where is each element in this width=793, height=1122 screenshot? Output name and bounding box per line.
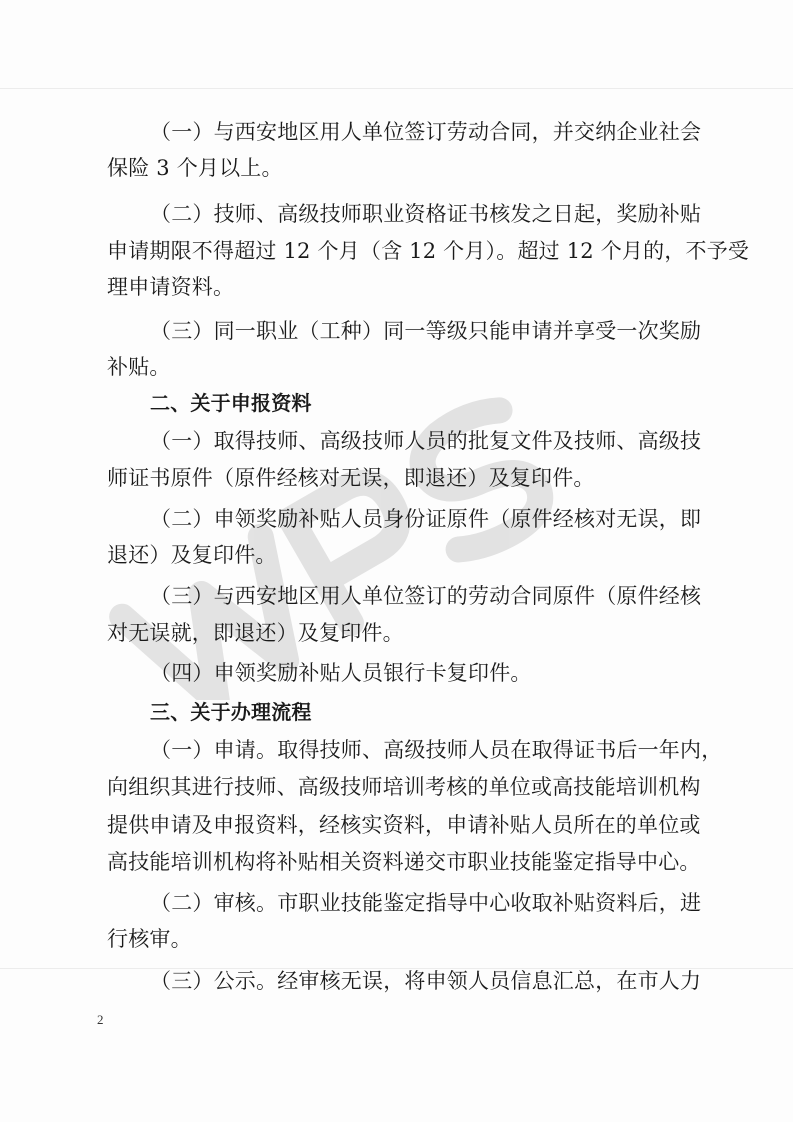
paragraph-line: （二）申领奖励补贴人员身份证原件（原件经核对无误，即: [150, 507, 702, 531]
paragraph-line: 师证书原件（原件经核对无误，即退还）及复印件。: [107, 466, 595, 490]
section-heading: 二、关于申报资料: [150, 391, 312, 415]
paragraph-line: （二）技师、高级技师职业资格证书核发之日起，奖励补贴: [150, 202, 702, 226]
paragraph-line: （三）公示。经审核无误，将申领人员信息汇总，在市人力: [150, 969, 702, 993]
paragraph-line: （三）同一职业（工种）同一等级只能申请并享受一次奖励: [150, 319, 702, 343]
paragraph-line: （一）取得技师、高级技师人员的批复文件及技师、高级技: [150, 429, 702, 453]
paragraph-line: （一）与西安地区用人单位签订劳动合同，并交纳企业社会: [150, 120, 702, 144]
paragraph-line: （二）审核。市职业技能鉴定指导中心收取补贴资料后，进: [150, 891, 702, 915]
paragraph-line: （一）申请。取得技师、高级技师人员在取得证书后一年内，: [150, 738, 723, 762]
paragraph-line: 提供申请及申报资料，经核实资料，申请补贴人员所在的单位或: [107, 813, 701, 837]
scan-edge-line: [0, 88, 793, 89]
paragraph-line: 高技能培训机构将补贴相关资料递交市职业技能鉴定指导中心。: [107, 850, 701, 874]
paragraph-line: 保险 3 个月以上。: [107, 156, 283, 180]
paragraph-line: （四）申领奖励补贴人员银行卡复印件。: [150, 661, 532, 685]
paragraph-line: （三）与西安地区用人单位签订的劳动合同原件（原件经核: [150, 584, 702, 608]
paragraph-line: 行核审。: [107, 927, 192, 951]
paragraph-line: 向组织其进行技师、高级技师培训考核的单位或高技能培训机构: [107, 775, 701, 799]
paragraph-line: 理申请资料。: [107, 275, 235, 299]
paragraph-line: 退还）及复印件。: [107, 543, 277, 567]
paragraph-line: 补贴。: [107, 355, 171, 379]
page-number: 2: [97, 1012, 104, 1027]
paragraph-line: 申请期限不得超过 12 个月（含 12 个月）。超过 12 个月的，不予受: [107, 239, 750, 263]
section-heading: 三、关于办理流程: [150, 700, 312, 724]
paragraph-line: 对无误就，即退还）及复印件。: [107, 621, 404, 645]
